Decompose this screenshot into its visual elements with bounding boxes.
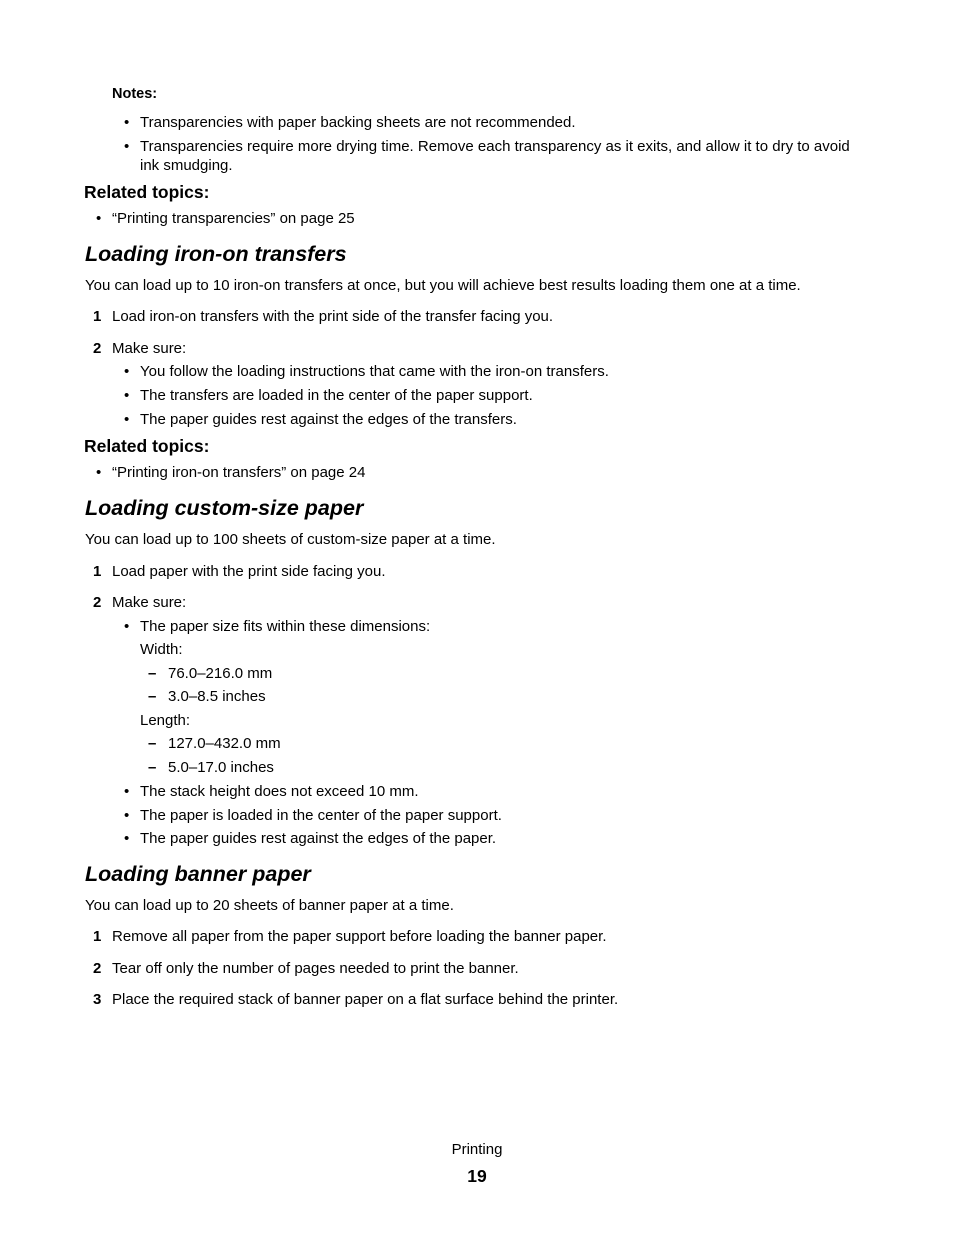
- list-item: • The paper size fits within these dimensions:: [124, 618, 431, 635]
- related-topics-heading: Related topics:: [84, 436, 210, 456]
- page-number: 19: [467, 1166, 487, 1186]
- step-item: 2 Make sure:: [93, 594, 187, 611]
- dimension-item: – 3.0–8.5 inches: [148, 688, 266, 705]
- step-item: 1 Load iron-on transfers with the print side of the transfer facing you.: [93, 308, 554, 325]
- bullet-icon: •: [96, 210, 102, 227]
- bullet-icon: •: [96, 464, 102, 481]
- list-item: • You follow the loading instructions that came with the iron-on transfers.: [124, 363, 609, 380]
- related-topics-heading: Related topics:: [84, 182, 210, 202]
- section-title-iron-on: Loading iron-on transfers: [85, 242, 347, 266]
- related-topic-link[interactable]: • “Printing iron-on transfers” on page 24: [96, 464, 366, 481]
- list-item: • Transparencies require more drying time. Remove each transparency as it exits, and allow it to dry to avoid: [124, 138, 850, 155]
- bullet-icon: •: [124, 114, 130, 131]
- bullet-icon: •: [124, 783, 130, 800]
- bullet-icon: •: [124, 807, 130, 824]
- paragraph: You can load up to 10 iron-on transfers at once, but you will achieve best results loading them one at a time.: [85, 277, 801, 294]
- step-item: 2 Make sure:: [93, 340, 187, 357]
- list-item-continuation: ink smudging.: [140, 157, 233, 174]
- dash-icon: –: [148, 665, 157, 682]
- notes-label: Notes:: [112, 86, 158, 102]
- dash-icon: –: [148, 688, 157, 705]
- list-item: • The stack height does not exceed 10 mm.: [124, 783, 419, 800]
- bullet-icon: •: [124, 618, 130, 635]
- related-topic-link[interactable]: • “Printing transparencies” on page 25: [96, 210, 355, 227]
- list-item: • The paper guides rest against the edges of the transfers.: [124, 411, 517, 428]
- bullet-icon: •: [124, 363, 130, 380]
- list-item: • Transparencies with paper backing sheets are not recommended.: [124, 114, 576, 131]
- step-item: 3 Place the required stack of banner paper on a flat surface behind the printer.: [93, 991, 619, 1008]
- list-item: • The paper guides rest against the edges of the paper.: [124, 830, 497, 847]
- step-item: 1 Load paper with the print side facing you.: [93, 563, 386, 580]
- length-label: Length:: [140, 712, 191, 729]
- bullet-icon: •: [124, 830, 130, 847]
- section-title-custom-size: Loading custom-size paper: [85, 496, 364, 520]
- paragraph: You can load up to 20 sheets of banner paper at a time.: [85, 897, 454, 914]
- dimension-item: – 5.0–17.0 inches: [148, 759, 274, 776]
- bullet-icon: •: [124, 387, 130, 404]
- list-item: • The transfers are loaded in the center of the paper support.: [124, 387, 533, 404]
- footer-section: Printing: [451, 1141, 503, 1158]
- section-title-banner: Loading banner paper: [85, 862, 311, 886]
- step-item: 1 Remove all paper from the paper support before loading the banner paper.: [93, 928, 607, 945]
- bullet-icon: •: [124, 138, 130, 155]
- step-item: 2 Tear off only the number of pages needed to print the banner.: [93, 960, 519, 977]
- dash-icon: –: [148, 735, 157, 752]
- dash-icon: –: [148, 759, 157, 776]
- list-item: • The paper is loaded in the center of the paper support.: [124, 807, 502, 824]
- dimension-item: – 127.0–432.0 mm: [148, 735, 281, 752]
- width-label: Width:: [140, 641, 183, 658]
- paragraph: You can load up to 100 sheets of custom-size paper at a time.: [85, 531, 496, 548]
- dimension-item: – 76.0–216.0 mm: [148, 665, 273, 682]
- bullet-icon: •: [124, 411, 130, 428]
